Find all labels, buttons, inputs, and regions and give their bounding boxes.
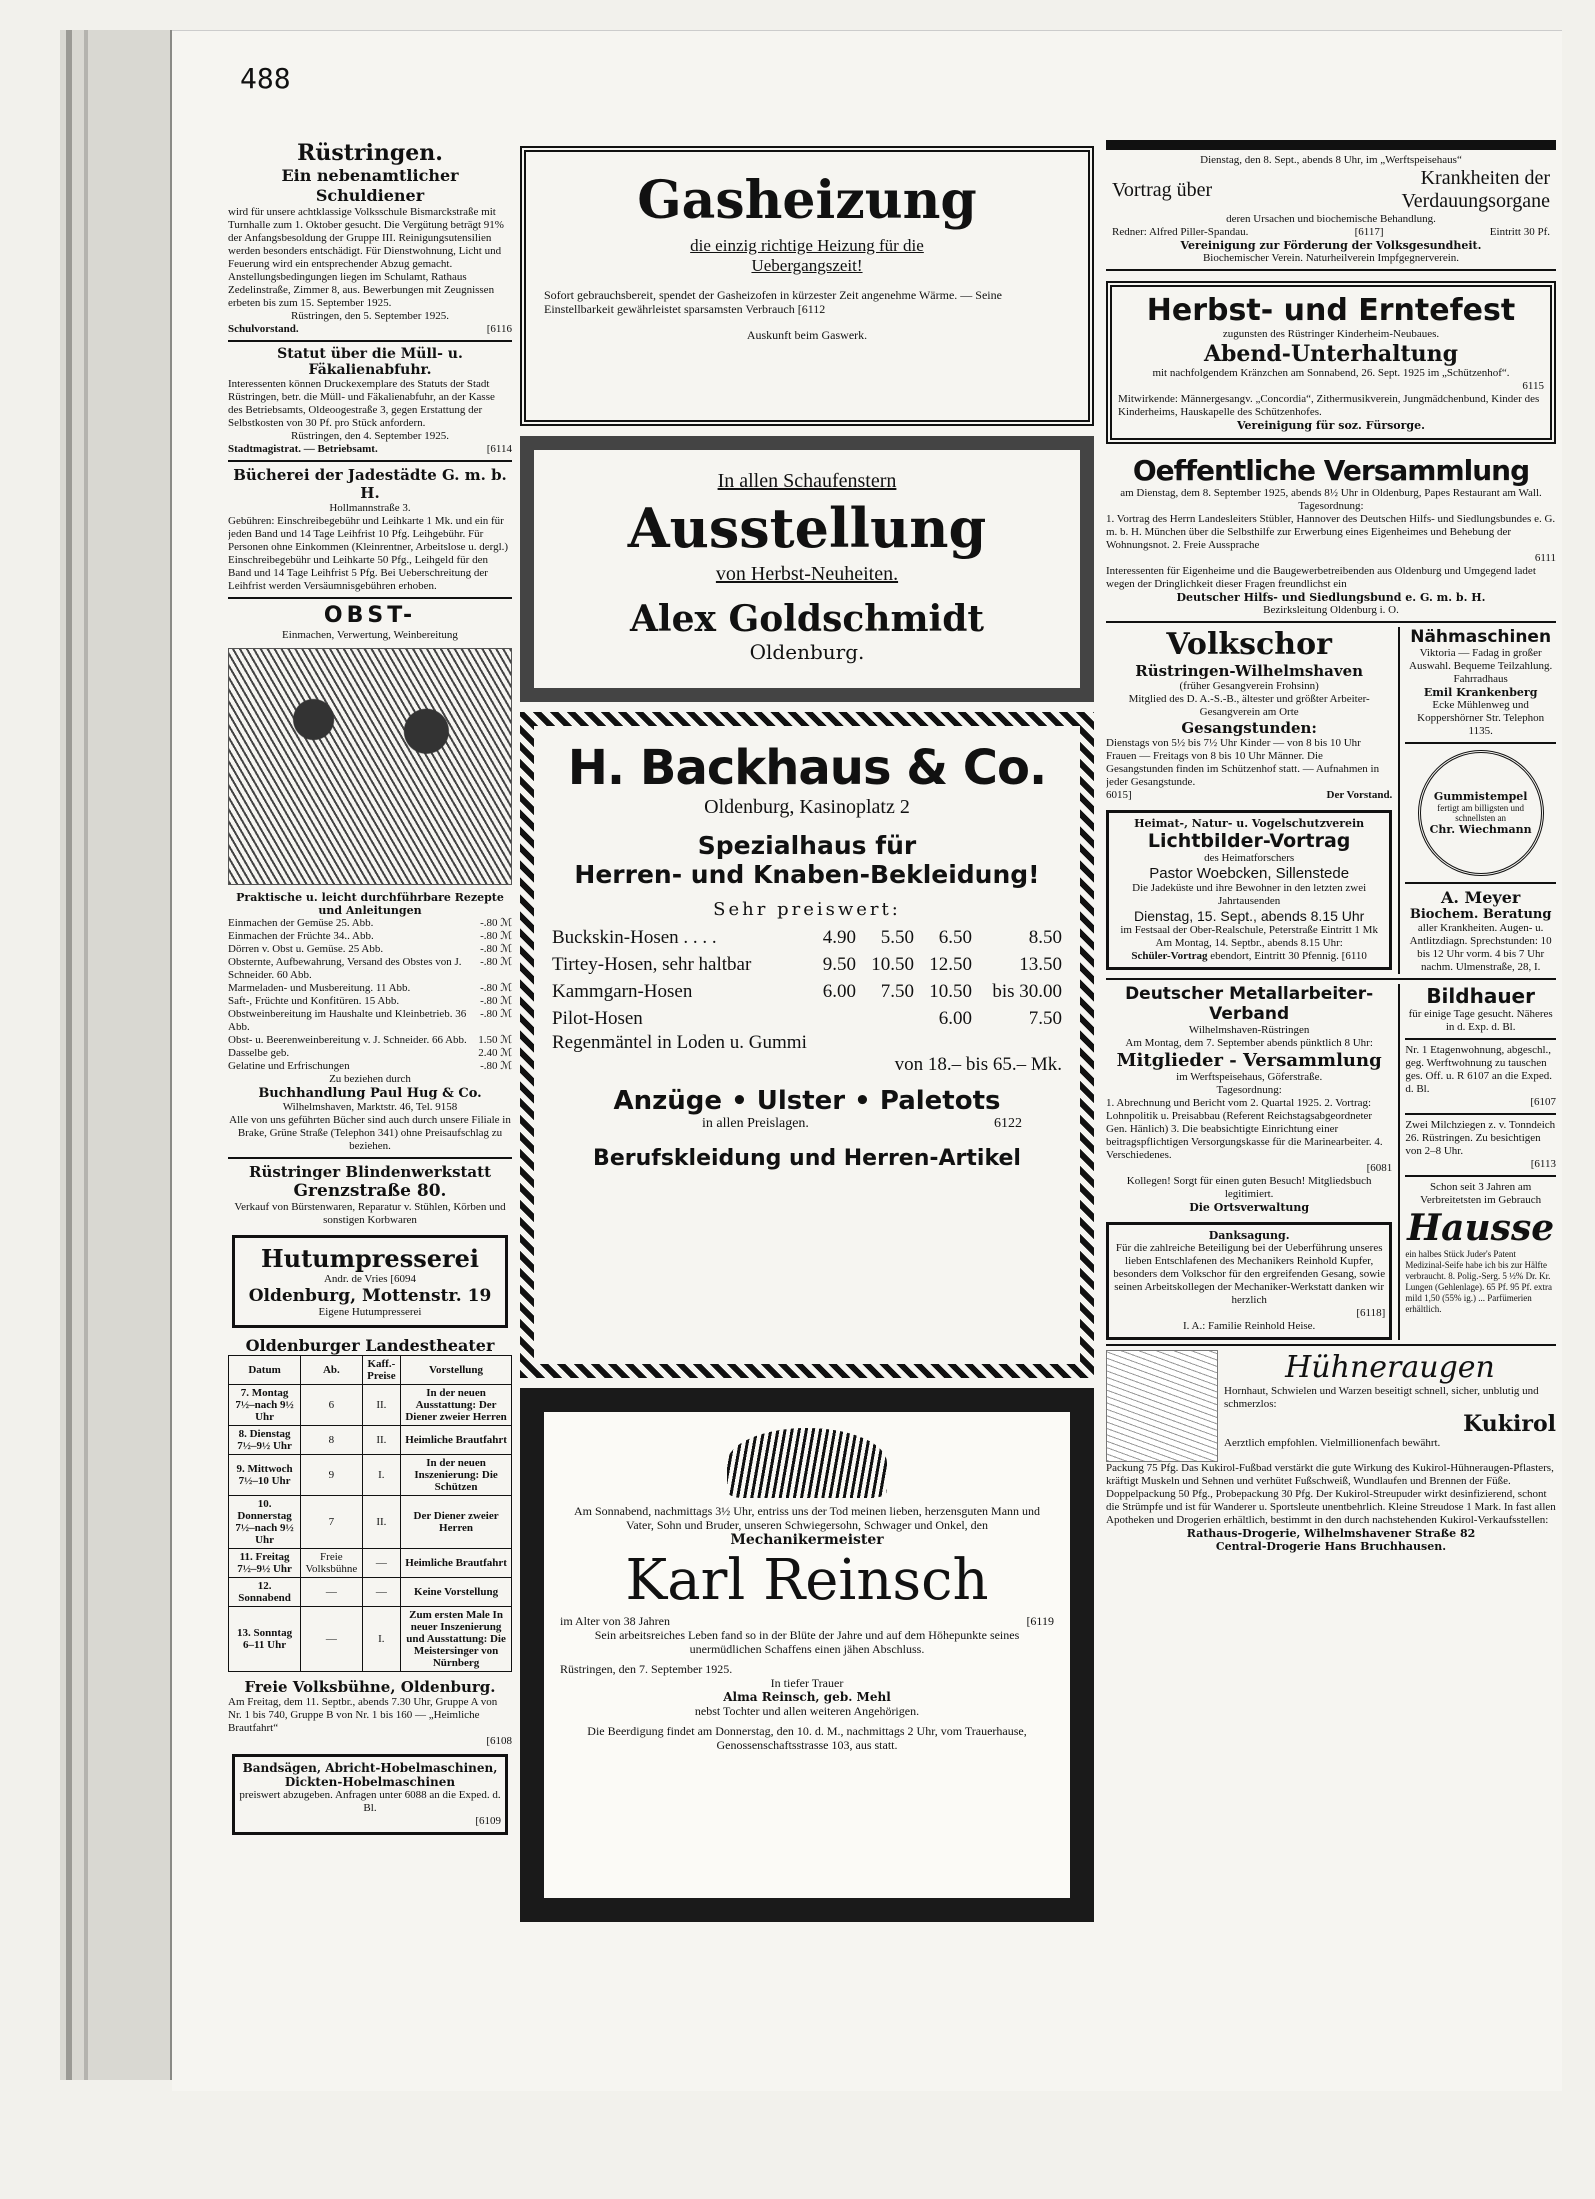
stamp-bottom: Chr. Wiechmann [1429, 823, 1532, 836]
book-price: -.80 ℳ [480, 917, 512, 929]
book-price: 1.50 ℳ [478, 1034, 512, 1046]
book-item [228, 995, 512, 1008]
abend-title: Abend-Unterhaltung [1203, 341, 1459, 367]
brand-name: Hausse [1407, 1207, 1555, 1249]
mitwirkende: Mitwirkende: Männergesangv. „Concordia“, Zithermusikverein, Jungmädchenbund, Kinder des Kinderheims, Hauskapelle des Schützenhofes. [1118, 393, 1540, 418]
book-item [228, 956, 512, 982]
gesang-title: Gesangstunden: [1181, 719, 1317, 737]
ad-naehmaschinen [1405, 627, 1556, 738]
ref-number: 6122 [994, 1116, 1022, 1131]
table-cell-date: 11. Freitag 7½–9½ Uhr [229, 1549, 301, 1578]
heading: Volkschor [1166, 627, 1332, 662]
right-subcolumn-2 [1398, 984, 1556, 1340]
place: im Werftspeisehaus, Göferstraße. [1176, 1071, 1323, 1083]
shop-1: Rathaus-Drogerie, Wilhelmshavener Straße 82 [1186, 1527, 1476, 1540]
price-value: 6.50 [938, 927, 972, 948]
ad-gasheizung [520, 146, 1094, 426]
table-cell-show: Der Diener zweier Herren [401, 1496, 512, 1549]
address: Ecke Mühlenweg und Koppershörner Str. Telephon 1135. [1417, 699, 1545, 737]
table-header: Vorstellung [401, 1356, 512, 1385]
price-value [856, 1005, 914, 1032]
heading: Nähmaschinen [1410, 627, 1552, 647]
table-cell-date: 7. Montag 7½–nach 9½ Uhr [229, 1385, 301, 1426]
heading: A. Meyer [1440, 888, 1521, 907]
topic: Die Jadeküste und ihre Bewohner in den letzten zwei Jahrtausenden [1132, 882, 1367, 907]
page-number: 488 [240, 62, 291, 95]
heading: Bandsägen, Abricht-Hobelmaschinen, Dickten-Hobelmaschinen [242, 1761, 498, 1789]
pre-text: Schon seit 3 Jahren am Verbreitetsten im Gebrauch [1420, 1181, 1542, 1206]
funeral-line: Die Beerdigung findet am Donnerstag, den 10. d. M., nachmittags 2 Uhr, vom Trauerhause, Genossenschaftsstrasse 103, aus statt. [587, 1724, 1027, 1752]
organizers: Biochemischer Verein. Naturheilverein Impfgegnerverein. [1202, 252, 1460, 264]
book-binding [60, 30, 173, 2080]
subheading: Ein nebenamtlicher Schuldiener [281, 166, 459, 205]
price-value: bis 30.00 [992, 981, 1062, 1002]
preiswert-label: Sehr preiswert: [713, 899, 901, 920]
body-text: preiswert abzugeben. Anfragen unter 6088 an die Exped. d. Bl. [239, 1789, 501, 1814]
book-item [228, 1034, 512, 1047]
heading: Danksagung. [1208, 1229, 1290, 1242]
book-list [228, 917, 512, 1073]
title: Lichtbilder-Vortrag [1147, 830, 1351, 852]
book-item [228, 943, 512, 956]
heading: Rüstringen. [297, 140, 443, 166]
date-line: Am Montag, dem 7. September abends pünktlich 8 Uhr: [1125, 1037, 1373, 1049]
ad-buecherei [228, 466, 512, 593]
ad-meyer [1405, 888, 1556, 974]
price-row [552, 1005, 1062, 1032]
ad-hausse [1405, 1181, 1556, 1315]
ad-obst [228, 603, 512, 1153]
right-column [1106, 140, 1556, 1553]
table-cell-ab: — [301, 1607, 362, 1672]
ref-number: [6119 [1026, 1614, 1054, 1628]
tagesordnung-label: Tagesordnung: [1298, 500, 1364, 512]
agenda: 1. Abrechnung und Bericht vom 2. Quartal 1925. 2. Vortrag: Lohnpolitik u. Preisabbau (Referent Reichstagsabgeordneter Gen. Hänlich) 3. Die beabsichtigte Einrichtung einer beitragspflichtigen Versorgungskasse für die Marinearbeiter. 4. Verschiedenes. [1106, 1097, 1383, 1161]
right-subcolumn [1398, 627, 1556, 974]
subheading: Einmachen, Verwertung, Weinbereitung [282, 629, 458, 641]
ref-number: [6094 [390, 1273, 417, 1285]
body-text: aller Krankheiten. Augen- u. Antlitzdiagn. Sprechstunden: 10 bis 12 Uhr vorm. 4 bis 7 Uhr nachm. Ulmenstraße, 28, I. [1409, 922, 1552, 973]
ad-bildhauer [1405, 984, 1556, 1171]
table-row [229, 1578, 512, 1607]
ad-hutum [232, 1235, 508, 1328]
heading: Hühneraugen [1285, 1350, 1495, 1385]
table-cell-show: Zum ersten Male In neuer Inszenierung und Ausstattung: Die Meistersinger von Nürnberg [401, 1607, 512, 1672]
subheading: von Herbst-Neuheiten. [715, 563, 899, 585]
book-title: Dasselbe geb. [228, 1047, 290, 1059]
ref-number-2: [6113 [1530, 1158, 1556, 1170]
ad-metallarbeiter [1106, 984, 1392, 1340]
shop-address: Wilhelmshaven, Marktstr. 46, Tel. 9158 [282, 1101, 458, 1113]
city: Oldenburg. [749, 640, 865, 664]
price-value: 9.50 [822, 954, 856, 975]
table-row [229, 1549, 512, 1578]
feather-icon [727, 1428, 887, 1498]
heading: Bücherei der Jadestädte G. m. b. H. [233, 466, 507, 502]
price-item: Kammgarn-Hosen [552, 981, 693, 1002]
book-item [228, 917, 512, 930]
organizer: Vereinigung für soz. Fürsorge. [1237, 419, 1425, 432]
date-line: Dienstag, 15. Sept., abends 8.15 Uhr [1133, 908, 1365, 924]
title: Mitglieder - Versammlung [1116, 1050, 1382, 1071]
stamp-middle: fertigt am billigsten und schnellsten an [1437, 803, 1525, 823]
book-title: Dörren v. Obst u. Gemüse. 25 Abb. [228, 943, 384, 955]
ad-rustringen [228, 140, 512, 336]
date-line: Rüstringen, den 5. September 1925. [291, 310, 449, 322]
table-cell-show: In der neuen Ausstattung: Der Diener zweier Herren [401, 1385, 512, 1426]
table-cell-date: 10. Donnerstag 7½–nach 9½ Uhr [229, 1496, 301, 1549]
signature: I. A.: Familie Reinhold Heise. [1183, 1320, 1316, 1332]
subheading: deren Ursachen und biochemische Behandlung. [1226, 213, 1436, 225]
price-value [798, 1005, 856, 1032]
price-value: 8.50 [1028, 927, 1062, 948]
ref-number: 6115 [1522, 380, 1544, 392]
table-cell-preis: — [362, 1549, 401, 1578]
book-title: Obsternte, Aufbewahrung, Versand des Obstes von J. Schneider. 60 Abb. [228, 956, 462, 981]
heading: Deutscher Metallarbeiter-Verband [1125, 984, 1374, 1024]
owner: Emil Krankenberg [1423, 686, 1538, 699]
body-text: Viktoria — Fadag in großer Auswahl. Bequeme Teilzahlung. Fahrradhaus [1409, 647, 1553, 685]
ref-number: [6112 [797, 302, 826, 316]
footer: Auskunft beim Gaswerk. [746, 328, 868, 342]
heading: Oeffentliche Versammlung [1132, 454, 1530, 487]
heading: Statut über die Müll- u. Fäkalienabfuhr. [277, 346, 463, 378]
table-cell-date: 8. Dienstag 7½–9½ Uhr [229, 1426, 301, 1455]
ad-vortrag [1106, 140, 1556, 271]
book-title: Gelatine und Erfrischungen [228, 1060, 350, 1072]
ref-number: [6117] [1354, 226, 1384, 238]
left-column [228, 140, 512, 1841]
subheading: die einzig richtige Heizung für die [690, 236, 924, 255]
heading: OBST- [323, 603, 417, 628]
title: Mechanikermeister [730, 1532, 884, 1548]
place: im Festsaal der Ober-Realschule, Peterstraße [1120, 924, 1318, 936]
former-name: (früher Gesangverein Frohsinn) [1179, 680, 1319, 692]
book-item [228, 982, 512, 995]
shop-name: Buchhandlung Paul Hug & Co. [258, 1086, 482, 1101]
heading: Oldenburger Landestheater [245, 1336, 495, 1355]
second-date: Am Montag, 14. Septbr., abends 8.15 Uhr: [1155, 937, 1343, 949]
ad-statut [228, 346, 512, 456]
anzuege-line: Anzüge • Ulster • Paletots [613, 1086, 1001, 1116]
ref-number: [6107 [1530, 1096, 1556, 1108]
table-cell-date: 13. Sonntag 6–11 Uhr [229, 1607, 301, 1672]
ref-number: [6118] [1356, 1307, 1386, 1319]
stamp-top: Gummistempel [1433, 790, 1528, 803]
table-header: Kaff.-Preise [362, 1356, 401, 1385]
note: Interessenten für Eigenheime und die Baugewerbetreibenden aus Oldenburg und Umgegend ladet wegen der Dringlichkeit dieser Fragen freundlichst ein [1106, 565, 1536, 590]
price-value: 10.50 [871, 954, 914, 975]
price-row [552, 978, 1062, 1005]
organizer: Vereinigung zur Förderung der Volksgesundheit. [1180, 239, 1482, 252]
ref-number: [6109 [475, 1815, 501, 1827]
heading: Freie Volksbühne, Oldenburg. [244, 1678, 496, 1696]
body-text: Für die zahlreiche Beteiligung bei der Ueberführung unseres lieben Entschlafenen des Mechanikers Reinhold Kupfer, besonders dem Volkschor für den ergreifenden Gesang, sowie seinen Arbeitskollegen der Mechaniker-Werkstatt danken wir herzlich [1113, 1242, 1386, 1306]
agenda: 1. Vortrag des Herrn Landesleiters Stübler, Hannover des Deutschen Hilfs- und Siedlungsbundes e. G. m. b. H. München über die Selbsthilfe zur Erwerbung eines Eigenheimes und Behebung der Wohnungsnot. 2. Freie Aussprache [1106, 513, 1556, 551]
date-line: am Dienstag, dem 8. September 1925, abends 8½ Uhr in Oldenburg, Papes Restaurant am Wall. [1120, 487, 1542, 499]
price-value: 12.50 [929, 954, 972, 975]
caption: Praktische u. leicht durchführbare Rezepte und Anleitungen [236, 891, 504, 917]
table-cell-show: Heimliche Brautfahrt [401, 1549, 512, 1578]
table-cell-show: In der neuen Inszenierung: Die Schützen [401, 1455, 512, 1496]
appeal: Kollegen! Sorgt für einen guten Besuch! Mitgliedsbuch legitimiert. [1126, 1175, 1372, 1200]
ad-theater [228, 1336, 512, 1672]
table-cell-ab: 7 [301, 1496, 362, 1549]
trauer-line: In tiefer Trauer [770, 1676, 844, 1690]
heading: H. Backhaus & Co. [567, 740, 1047, 796]
book-title: Saft-, Früchte und Konfitüren. 15 Abb. [228, 995, 400, 1007]
heading: Ausstellung [627, 496, 987, 560]
price-value: 13.50 [1019, 954, 1062, 975]
ad-versammlung [1106, 454, 1556, 617]
book-title: Marmeladen- und Musbereitung. 11 Abb. [228, 982, 411, 994]
times: Dienstags von 5½ bis 7½ Uhr Kinder — von 8 bis 10 Uhr Frauen — Freitags von 8 bis 10 Uhr Männer. Die Gesangstunden finden im Schützenhof statt. — Aufnahmen in jeder Gesangstunde. [1106, 737, 1380, 788]
subheading: Wilhelmshaven-Rüstringen [1188, 1024, 1310, 1036]
table-cell-date: 12. Sonnabend [229, 1578, 301, 1607]
price-row [552, 924, 1062, 951]
subheading: Rüstringen-Wilhelmshaven [1135, 662, 1364, 680]
book-price: 2.40 ℳ [478, 1047, 512, 1059]
price-value: 5.50 [880, 927, 914, 948]
date-line: Rüstringen, den 4. September 1925. [291, 430, 449, 442]
book-item [228, 1008, 512, 1034]
subheading: Grenzstraße 80. [293, 1181, 447, 1201]
body-text: Sofort gebrauchsbereit, spendet der Gasheizofen in kürzester Zeit angenehme Wärme. — Seine Einstellbarkeit gewährleistet sparsamsten Verbrauch [544, 288, 1002, 316]
right-title-1: Krankheiten der [1420, 167, 1550, 189]
book-item [228, 930, 512, 943]
brand-name: Kukirol [1463, 1411, 1556, 1437]
price-item: Pilot-Hosen [552, 1008, 643, 1029]
entry-fee: Eintritt 30 Pf. [1489, 226, 1550, 238]
table-cell-ab: — [301, 1578, 362, 1607]
signature: Die Ortsverwaltung [1189, 1201, 1310, 1214]
regen-line-1: Regenmäntel in Loden u. Gummi [552, 1032, 807, 1053]
body-text: Sein arbeitsreiches Leben fand so in der Blüte der Jahre und auf dem Höhepunkte seines unermüdlichen Schaffens einen jähen Abschluss. [594, 1628, 1020, 1656]
source-line: Zu beziehen durch [329, 1073, 411, 1085]
address: Oldenburg, Kasinoplatz 2 [704, 796, 910, 818]
table-row [229, 1496, 512, 1549]
price-value: 6.00 [822, 981, 856, 1002]
price-value: 10.50 [929, 981, 972, 1002]
book-item [228, 1060, 512, 1073]
date-line: Rüstringen, den 7. September 1925. [560, 1662, 733, 1676]
book-item [228, 1047, 512, 1060]
ad-volksbuehne [228, 1678, 512, 1748]
subheading: Biochem. Beratung [1409, 907, 1552, 922]
right-title-2: Verdauungsorgane [1401, 190, 1550, 212]
wohnung-text: Nr. 1 Etagenwohnung, abgeschl., geg. Werftwohnung zu tauschen ges. Off. u. R 6107 an die Exped. d. Bl. [1405, 1044, 1553, 1095]
price-value: 6.00 [938, 1008, 972, 1029]
table-cell-ab: 8 [301, 1426, 362, 1455]
heading: Herbst- und Erntefest [1146, 293, 1516, 328]
price-value: 7.50 [880, 981, 914, 1002]
family-line: nebst Tochter und allen weiteren Angehörigen. [694, 1704, 920, 1718]
table-header: Ab. [301, 1356, 362, 1385]
table-cell-preis: II. [362, 1385, 401, 1426]
address: Hollmannstraße 3. [329, 502, 411, 514]
ad-ausstellung [520, 436, 1094, 702]
body-text: Verkauf von Bürstenwaren, Reparatur v. Stühlen, Körben und sonstigen Korbwaren [234, 1201, 506, 1226]
foot-illustration [1106, 1350, 1218, 1462]
ad-kukirol [1106, 1350, 1556, 1553]
address: Oldenburg, Mottenstr. 19 [248, 1286, 492, 1306]
body-text: Am Freitag, dem 11. Septbr., abends 7.30 Uhr, Gruppe A von Nr. 1 bis 740, Gruppe B von Nr. 1 bis 160 — „Heimliche Brautfahrt“ [228, 1696, 498, 1734]
signature: Der Vorstand. [1326, 789, 1393, 801]
book-title: Obstweinbereitung im Haushalte und Kleinbetrieb. 36 Abb. [228, 1008, 467, 1033]
ref-number: [6116 [486, 323, 512, 335]
book-title: Einmachen der Gemüse 25. Abb. [228, 917, 374, 929]
price-value: 4.90 [822, 927, 856, 948]
left-title: Vortrag über [1112, 178, 1213, 201]
ref-number: [6110 [1341, 950, 1367, 962]
table-header: Datum [229, 1356, 301, 1385]
book-title: Obst- u. Beerenweinbereitung v. J. Schneider. 66 Abb. [228, 1034, 467, 1046]
table-row [229, 1455, 512, 1496]
table-cell-show: Heimliche Brautfahrt [401, 1426, 512, 1455]
book-price: -.80 ℳ [480, 943, 512, 955]
table-row [229, 1385, 512, 1426]
table-cell-preis: II. [362, 1426, 401, 1455]
speaker: Pastor Woebcken, Sillenstede [1149, 865, 1350, 882]
pre-heading: In allen Schaufenstern [717, 470, 897, 492]
table-row [229, 1426, 512, 1455]
table-row [229, 1607, 512, 1672]
book-price: -.80 ℳ [480, 995, 512, 1007]
lead-text: Hornhaut, Schwielen und Warzen beseitigt schnell, sicher, unblutig und schmerzlos: [1224, 1385, 1539, 1410]
age: im Alter von 38 Jahren [560, 1614, 670, 1628]
ref-number: [6108 [486, 1735, 512, 1747]
ref-number: 6111 [1534, 552, 1556, 564]
organizer-sub: Bezirksleitung Oldenburg i. O. [1263, 604, 1399, 616]
table-cell-date: 9. Mittwoch 7½–10 Uhr [229, 1455, 301, 1496]
regen-line-2: von 18.– bis 65.– Mk. [894, 1054, 1062, 1075]
body-text: Interessenten können Druckexemplare des Statuts der Stadt Rüstringen, betr. die Müll- und Fäkalienabfuhr, an der Kasse des Betriebsamts, Oldeoogestraße 3, gegen Erstattung der Selbstkosten von 30 Pf. pro Stück anfordern. [228, 378, 495, 429]
ad-trauer [520, 1388, 1094, 1922]
ad-gummistempel [1418, 750, 1544, 876]
price-table [552, 924, 1062, 1032]
speaker: Redner: Alfred Piller-Spandau. [1112, 226, 1249, 238]
des-line: des Heimatforschers [1204, 852, 1295, 864]
ref-number: [6081 [1366, 1162, 1393, 1174]
tagesordnung-label: Tagesordnung: [1216, 1084, 1282, 1096]
ziegen-text: Zwei Milchziegen z. v. Tonndeich 26. Rüstringen. Zu besichtigen von 2–8 Uhr. [1405, 1119, 1556, 1157]
table-cell-preis: — [362, 1578, 401, 1607]
owner: Andr. de Vries [323, 1273, 388, 1285]
body-text: Gebühren: Einschreibegebühr und Leihkarte 1 Mk. und ein für jeden Band und 14 Tage Leihfrist 10 Pfg. Leihgebühr. Für Personen ohne Einkommen (Kleinrentner, Arbeitslose u. dergl.) Einschreibegebühr und Leihkarte 50 Pfg., Leihgeld für den Band und 14 Tage Leihfrist 5 Pfg. Bei Ueberschreitung der Leihfrist werden Versäumnisgebühren erhoben. [228, 515, 509, 592]
signature: Schulvorstand. [228, 323, 299, 335]
heading: Gasheizung [637, 170, 977, 231]
schueler-vortrag: Schüler-Vortrag [1131, 950, 1208, 962]
signature: Stadtmagistrat. — Betriebsamt. [228, 443, 378, 455]
intro-text: Am Sonnabend, nachmittags 3½ Uhr, entriss uns der Tod meinen lieben, herzensguten Mann und Vater, Sohn und Bruder, unseren Schwiegersohn, Schwager und Onkel, den [573, 1504, 1041, 1532]
detail: mit nachfolgendem Kränzchen am Sonnabend, 26. Sept. 1925 im „Schützenhof“. [1152, 367, 1510, 379]
table-cell-ab: 6 [301, 1385, 362, 1426]
theater-table [228, 1355, 512, 1672]
ad-danksagung [1106, 1222, 1392, 1340]
widow-name: Alma Reinsch, geb. Mehl [723, 1690, 891, 1704]
heading: Rüstringer Blindenwerkstatt [248, 1163, 492, 1181]
body-text: Packung 75 Pfg. Das Kukirol-Fußbad verstärkt die gute Wirkung des Kukirol-Hühneraugen-Pflasters, kräftigt Muskeln und Sehnen und verhütet Fußschweiß, Wundlaufen und Brennen der Füße. Doppelpackung 50 Pfg., Probepackung 30 Pfg. Der Kukirol-Streupuder wirkt desinfizierend, schont die Strümpfe und ist für Wanderer u. Sportsleute unentbehrlich. Kleine Streudose 1 Mark. In fast allen Apotheken und Drogerien erhältlich, bestimmt in den durch nachstehenden Kukirol-Verkaufsstellen: [1106, 1462, 1556, 1526]
table-cell-ab: Freie Volksbühne [301, 1549, 362, 1578]
center-column [512, 140, 1102, 1922]
ref-number: [6114 [486, 443, 512, 455]
table-cell-preis: II. [362, 1496, 401, 1549]
beruf-line: Berufskleidung und Herren-Artikel [593, 1146, 1021, 1171]
body-text: wird für unsere achtklassige Volksschule Bismarckstraße mit Turnhalle zum 1. Oktober gesucht. Die Vergütung beträgt 91% der Anfangsbesoldung der Gruppe III. Reinigungsutensilien werden besonders entschädigt. Für Dienstwohnung, Licht und Feuerung wird ein entsprechender Abzug gemacht. Anstellungsbedingungen liegen im Schulamt, Rathaus Zedelinstraße, Zimmer 8, aus. Bewerbungen mit Zeugnissen erbeten bis zum 15. September 1925. [228, 206, 504, 309]
ad-blinden [228, 1163, 512, 1227]
table-cell-show: Keine Vorstellung [401, 1578, 512, 1607]
note: Eigene Hutumpresserei [318, 1306, 422, 1318]
body-text: für einige Tage gesucht. Näheres in d. Exp. d. Bl. [1408, 1008, 1553, 1033]
price-row [552, 951, 1062, 978]
price-item: Tirtey-Hosen, sehr haltbar [552, 954, 752, 975]
subheading-2: Uebergangszeit! [751, 256, 863, 275]
price-value: 7.50 [1028, 1008, 1062, 1029]
entry-fee: Eintritt 1 Mk [1320, 924, 1378, 936]
body-text: Mitglied des D. A.-S.-B., ältester und größter Arbeiter-Gesangverein am Orte [1128, 693, 1370, 718]
table-cell-ab: 9 [301, 1455, 362, 1496]
second-end: ebendort, Eintritt 30 Pfennig. [1210, 950, 1339, 962]
shop-note: Alle von uns geführten Bücher sind auch durch unsere Filiale in Brake, Grüne Straße (Telephon 341) ohne Preisaufschlag zu beziehen. [229, 1114, 511, 1152]
shop-2: Central-Drogerie Hans Bruchhausen. [1215, 1540, 1447, 1553]
table-cell-preis: I. [362, 1455, 401, 1496]
ad-herbstfest [1106, 281, 1556, 444]
subline: Aerztlich empfohlen. Vielmillionenfach bewährt. [1224, 1437, 1441, 1449]
spezial-line-1: Spezialhaus für [697, 831, 917, 860]
deceased-name: Karl Reinsch [625, 1548, 989, 1613]
book-price: -.80 ℳ [480, 982, 512, 994]
book-title: Einmachen der Früchte 34.. Abb. [228, 930, 374, 942]
ad-heimatverein [1106, 810, 1392, 970]
price-item: Buckskin-Hosen . . . . [552, 927, 717, 948]
book-price: -.80 ℳ [480, 956, 512, 968]
organizer: Deutscher Hilfs- und Siedlungsbund e. G. m. b. H. [1176, 591, 1486, 604]
date-line: Dienstag, den 8. Sept., abends 8 Uhr, im „Werftspeisehaus“ [1200, 154, 1462, 166]
table-cell-preis: I. [362, 1607, 401, 1672]
ad-backhaus [520, 712, 1094, 1378]
book-price: -.80 ℳ [480, 1060, 512, 1072]
book-price: -.80 ℳ [480, 930, 512, 942]
canning-illustration [228, 648, 512, 885]
body-text: ein halbes Stück Juder's Patent Medizinal-Seife habe ich bis zur Hälfte verbraucht. 8. Polig.-Serg. 5 ½% Dr. Kr. Lungen (Gehlenlage). 65 Pf. 95 Pf. extra mild 1,50 (55% ig.) ... Parfümerien erhältlich. [1405, 1249, 1553, 1314]
heading: Heimat-, Natur- u. Vogelschutzverein [1134, 817, 1365, 830]
spezial-line-2: Herren- und Knaben-Bekleidung! [574, 860, 1040, 889]
subheading: zugunsten des Rüstringer Kinderheim-Neubaues. [1222, 328, 1440, 340]
ref-number: 6015] [1106, 789, 1132, 801]
heading: Hutumpresserei [260, 1244, 480, 1273]
book-price: -.80 ℳ [480, 1008, 512, 1020]
firm-name: Alex Goldschmidt [629, 598, 985, 640]
preislagen: in allen Preislagen. [702, 1116, 809, 1131]
heading: Bildhauer [1426, 984, 1535, 1008]
ad-volkschor [1106, 627, 1392, 974]
ad-bandsaegen [232, 1754, 508, 1835]
